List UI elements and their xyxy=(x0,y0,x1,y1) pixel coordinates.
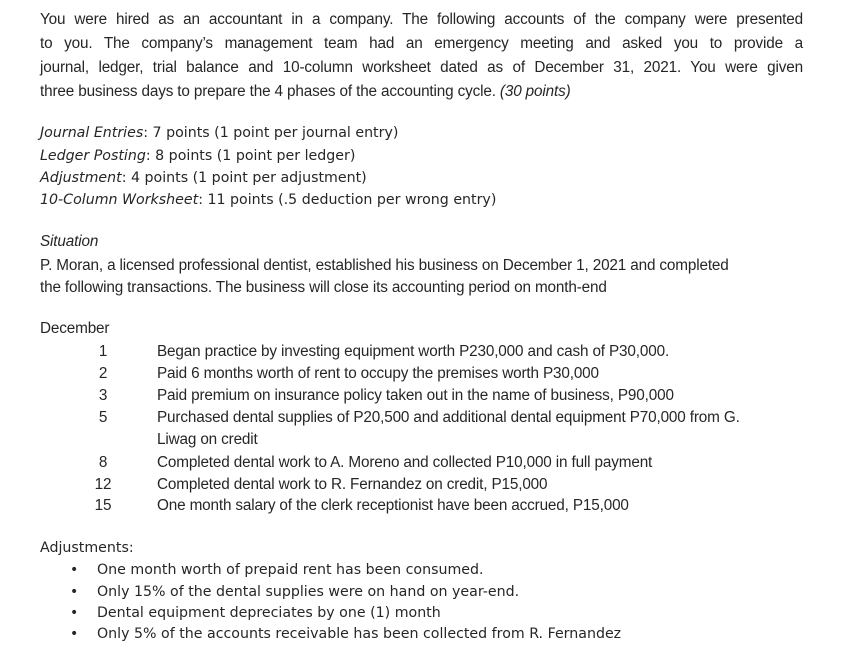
transaction-day: 2 xyxy=(98,365,108,382)
transaction-text: Completed dental work to R. Fernandez on credit, P15,000 xyxy=(157,476,548,493)
transaction-day: 1 xyxy=(98,343,108,360)
transaction-text: One month salary of the clerk receptionist have been accrued, P15,000 xyxy=(157,497,629,514)
transaction-day: 12 xyxy=(94,476,112,493)
scoring-item xyxy=(40,125,398,141)
adjustment-text: Dental equipment depreciates by one (1) month xyxy=(97,605,441,621)
intro-last-line: three business days to prepare the 4 phases of the accounting cycle. xyxy=(40,83,496,100)
scoring-label: Adjustment xyxy=(40,170,122,186)
scoring-item xyxy=(40,192,496,208)
scoring-label: Ledger Posting xyxy=(40,148,146,164)
transaction-text: Began practice by investing equipment worth P230,000 and cash of P30,000. xyxy=(157,343,670,360)
transaction-text: Purchased dental supplies of P20,500 and additional dental equipment P70,000 from G. xyxy=(157,409,740,426)
transaction-day: 3 xyxy=(98,387,108,404)
situation-heading xyxy=(40,233,98,251)
scoring-text: : 7 points (1 point per journal entry) xyxy=(143,125,399,141)
transaction-text: Paid 6 months worth of rent to occupy the premises worth P30,000 xyxy=(157,365,599,382)
adjustment-text: Only 15% of the dental supplies were on hand on year-end. xyxy=(97,584,520,600)
bullet-icon: • xyxy=(70,626,79,642)
scoring-item xyxy=(40,170,367,186)
transaction-text-continued: Liwag on credit xyxy=(157,431,258,448)
adjustments-heading: Adjustments: xyxy=(40,540,134,556)
situation-line: the following transactions. The business will close its accounting period on month-end xyxy=(40,279,607,296)
intro-line: You were hired as an accountant in a company. The following accounts of the company were presented xyxy=(40,11,803,28)
situation-line: P. Moran, a licensed professional dentist, established his business on December 1, 2021 and completed xyxy=(40,257,729,274)
intro-line: journal, ledger, trial balance and 10-column worksheet dated as of December 31, 2021. You were given xyxy=(40,59,803,76)
scoring-item xyxy=(40,148,355,164)
intro-line xyxy=(40,83,571,101)
scoring-text: : 8 points (1 point per ledger) xyxy=(145,148,356,164)
bullet-icon: • xyxy=(70,605,79,621)
scoring-text: : 4 points (1 point per adjustment) xyxy=(121,170,367,186)
scoring-label: Journal Entries xyxy=(40,125,144,141)
transaction-text: Completed dental work to A. Moreno and collected P10,000 in full payment xyxy=(157,454,653,471)
transaction-day: 5 xyxy=(98,409,108,426)
intro-line: to you. The company’s management team had an emergency meeting and asked you to provide a xyxy=(40,35,803,52)
transaction-text: Paid premium on insurance policy taken out in the name of business, P90,000 xyxy=(157,387,674,404)
month-label: December xyxy=(40,320,110,337)
situation-heading-text: Situation xyxy=(40,233,99,250)
bullet-icon: • xyxy=(70,562,79,578)
bullet-icon: • xyxy=(70,584,79,600)
scoring-text: : 11 points (.5 deduction per wrong entry) xyxy=(198,192,497,208)
scoring-label: 10-Column Worksheet xyxy=(40,192,199,208)
transaction-day: 15 xyxy=(94,497,112,514)
adjustment-text: One month worth of prepaid rent has been consumed. xyxy=(97,562,484,578)
transaction-day: 8 xyxy=(98,454,108,471)
adjustment-text: Only 5% of the accounts receivable has been collected from R. Fernandez xyxy=(97,626,622,642)
points-total: (30 points) xyxy=(499,83,571,100)
